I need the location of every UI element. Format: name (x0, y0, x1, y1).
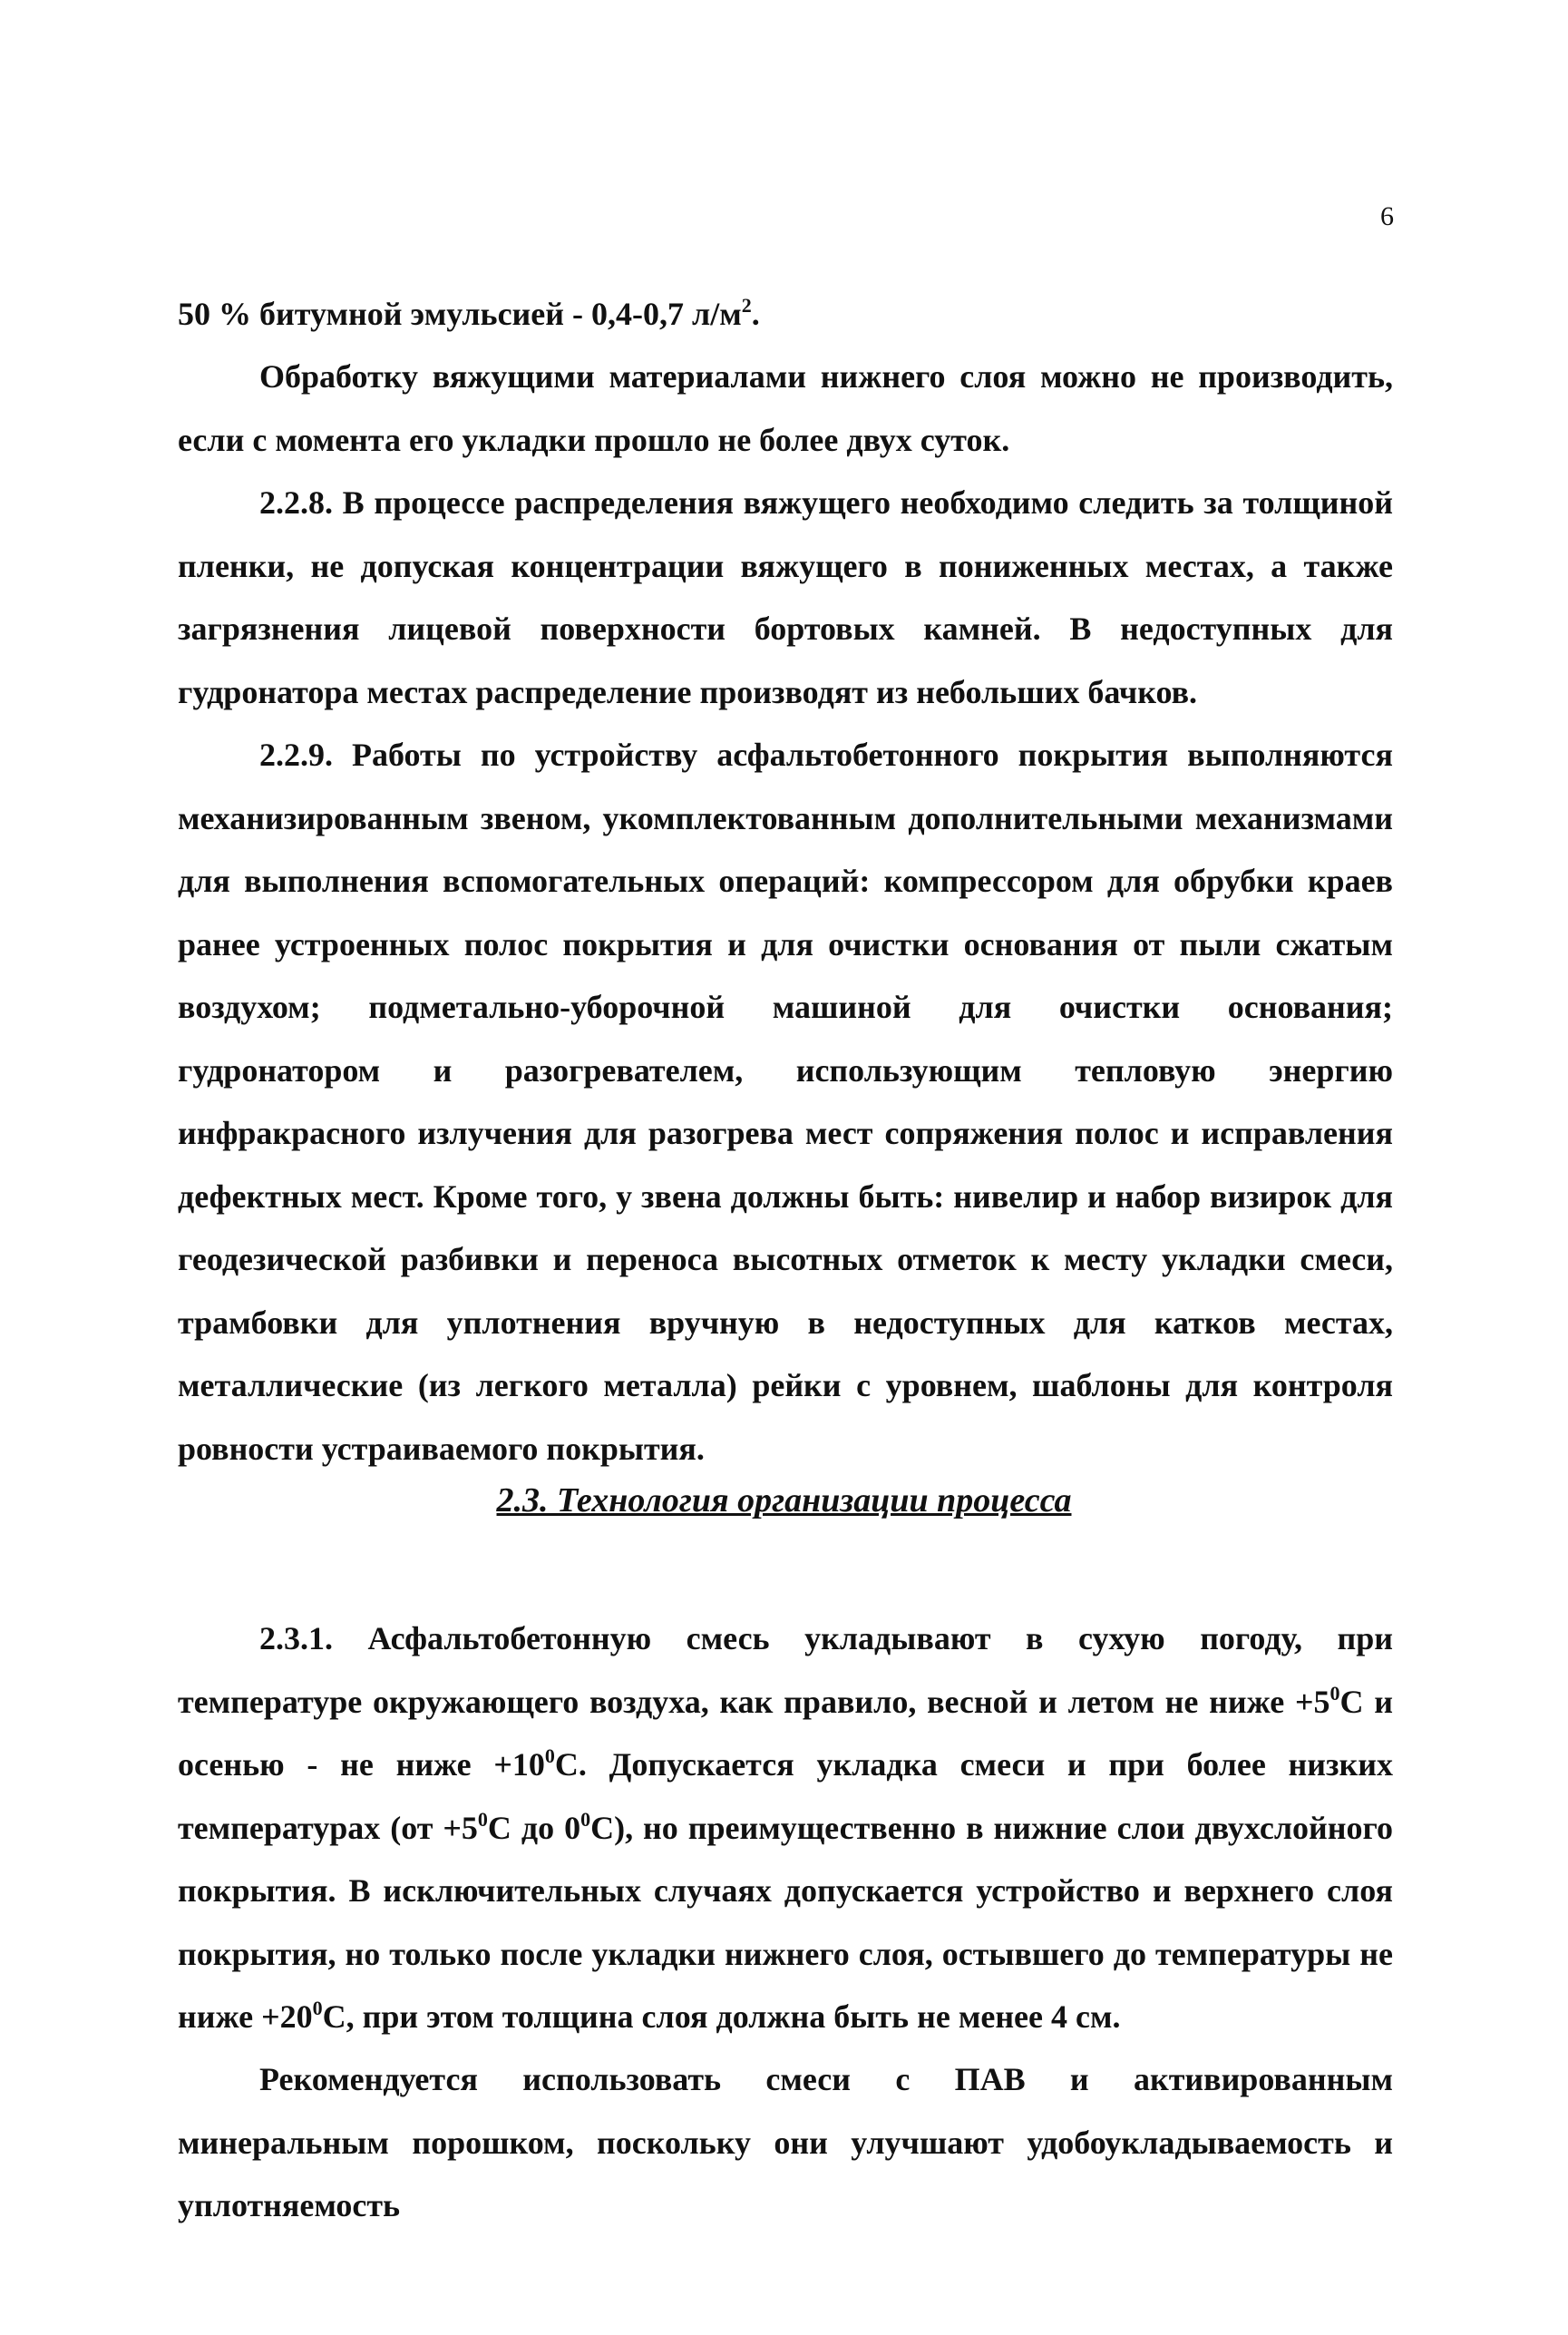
clause-text: Асфальтобетонную смесь укладывают в сухую погоду, при температуре окружающего воздуха, как правило, весной и летом не ниже +5 (178, 1620, 1393, 1720)
clause-number: 2.2.9. (259, 737, 333, 773)
degree-mark: 0 (1329, 1681, 1340, 1705)
paragraph-recommendation: Рекомендуется использовать смеси с ПАВ и активированным минеральным порошком, поскольку они улучшают удобоукладываемость и уплотняемость (178, 2061, 1393, 2223)
clause-text: Работы по устройству асфальтобетонного покрытия выполняются механизированным звеном, укомплектованным дополнительными механизмами для выполнения вспомогательных операций: компрессором для обрубки краев ранее устроенных полос покрытия и для очистки основания от пыли сжатым воздухом; подметально-уборочной машиной для очистки основания; гудронатором и разогревателем, использующим тепловую энергию инфракрасного излучения для разогрева мест сопряжения полос и исправления дефектных мест. Кроме того, у звена должны быть: нивелир и набор визирок для геодезической разбивки и переноса высотных отметок к месту укладки смеси, трамбовки для уплотнения вручную в недоступных для катков местах, металлические (из легкого металла) рейки с уровнем, шаблоны для контроля ровности устраиваемого покрытия. (178, 737, 1393, 1467)
clause-text: С до 0 (487, 1809, 581, 1846)
text: . (751, 296, 760, 332)
clause-text: С и осенью - не ниже +10 (178, 1683, 1393, 1783)
degree-mark: 0 (312, 1997, 323, 2019)
paragraph-2-2-8 (178, 472, 1393, 724)
clause-text: В процессе распределения вяжущего необходимо следить за толщиной пленки, не допуская концентрации вяжущего в пониженных местах, а также загрязнения лицевой поверхности бортовых камней. В недоступных для гудронатора местах распределение производят из небольших бачков. (178, 484, 1393, 710)
paragraph-emulsion-rate (178, 283, 1393, 347)
clause-number: 2.2.8. (259, 484, 333, 521)
page-number: 6 (1380, 201, 1394, 231)
paragraph-binder-treatment: Обработку вяжущими материалами нижнего слоя можно не производить, если с момента его укладки прошло не более двух суток. (178, 358, 1393, 458)
clause-text: С. Допускается укладка смеси и при более низких температурах (от +5 (178, 1746, 1393, 1846)
clause-number: 2.3.1. (259, 1620, 333, 1656)
text: 50 % битумной эмульсией - 0,4-0,7 л/м (178, 296, 742, 332)
degree-mark: 0 (544, 1744, 555, 1767)
degree-mark: 0 (477, 1807, 488, 1831)
paragraph-2-2-9 (178, 724, 1393, 1480)
clause-text: С, при этом толщина слоя должна быть не менее 4 см. (322, 1998, 1121, 2035)
clause-text: С), но преимущественно в нижние слои двухслойного покрытия. В исключительных случаях допускается устройство и верхнего слоя покрытия, но только после укладки нижнего слоя, остывшего до температуры не ниже +20 (178, 1809, 1393, 2035)
section-heading: 2.3. Технология организации процесса (496, 1481, 1072, 1519)
degree-mark: 0 (580, 1807, 591, 1831)
superscript: 2 (741, 294, 752, 317)
paragraph-2-3-1 (178, 1607, 1393, 2049)
